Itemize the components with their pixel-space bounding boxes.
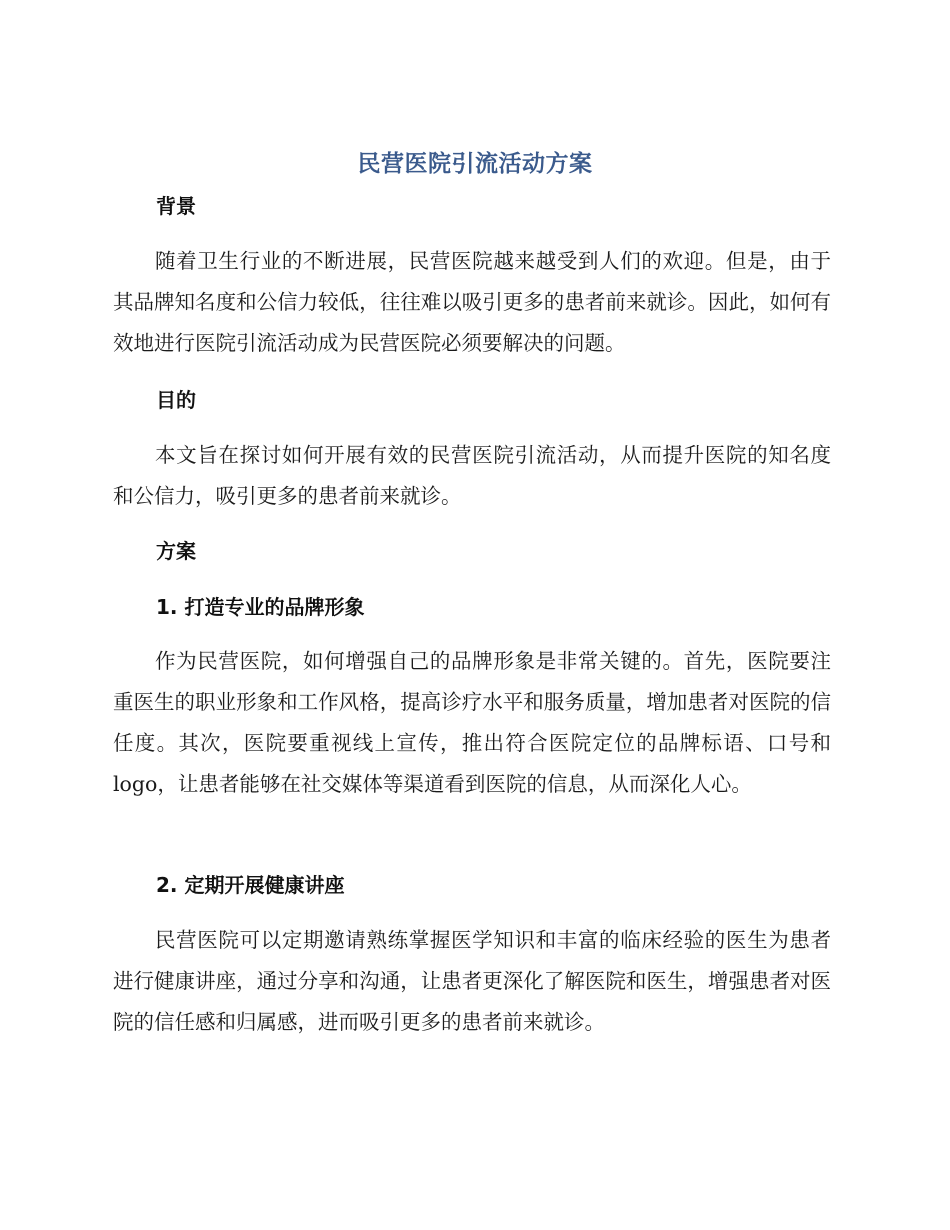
document-title: 民营医院引流活动方案 bbox=[357, 151, 593, 177]
paragraph-lectures: 民营医院可以定期邀请熟练掌握医学知识和丰富的临床经验的医生为患者进行健康讲座，通过分享和沟通，让患者更深化了解医院和医生，增强患者对医院的信任感和归属感，进而吸引更多的患者前来就诊。 bbox=[113, 928, 831, 1034]
paragraph-brand: 作为民营医院，如何增强自己的品牌形象是非常关键的。首先，医院要注重医生的职业形象和工作风格，提高诊疗水平和服务质量，增加患者对医院的信任度。其次，医院要重视线上宣传，推出符合医院定位的品牌标语、口号和logo，让患者能够在社交媒体等渠道看到医院的信息，从而深化人心。 bbox=[113, 649, 831, 796]
section-heading-purpose: 目的 bbox=[156, 388, 196, 412]
subsection-heading-lectures: 2. 定期开展健康讲座 bbox=[156, 873, 345, 897]
section-heading-background: 背景 bbox=[156, 194, 196, 218]
paragraph-background: 随着卫生行业的不断进展，民营医院越来越受到人们的欢迎。但是，由于其品牌知名度和公信力较低，往往难以吸引更多的患者前来就诊。因此，如何有效地进行医院引流活动成为民营医院必须要解决的问题。 bbox=[113, 249, 831, 355]
subsection-heading-brand: 1. 打造专业的品牌形象 bbox=[156, 595, 365, 619]
section-heading-plan: 方案 bbox=[156, 539, 196, 563]
paragraph-purpose: 本文旨在探讨如何开展有效的民营医院引流活动，从而提升医院的知名度和公信力，吸引更多的患者前来就诊。 bbox=[113, 443, 831, 508]
